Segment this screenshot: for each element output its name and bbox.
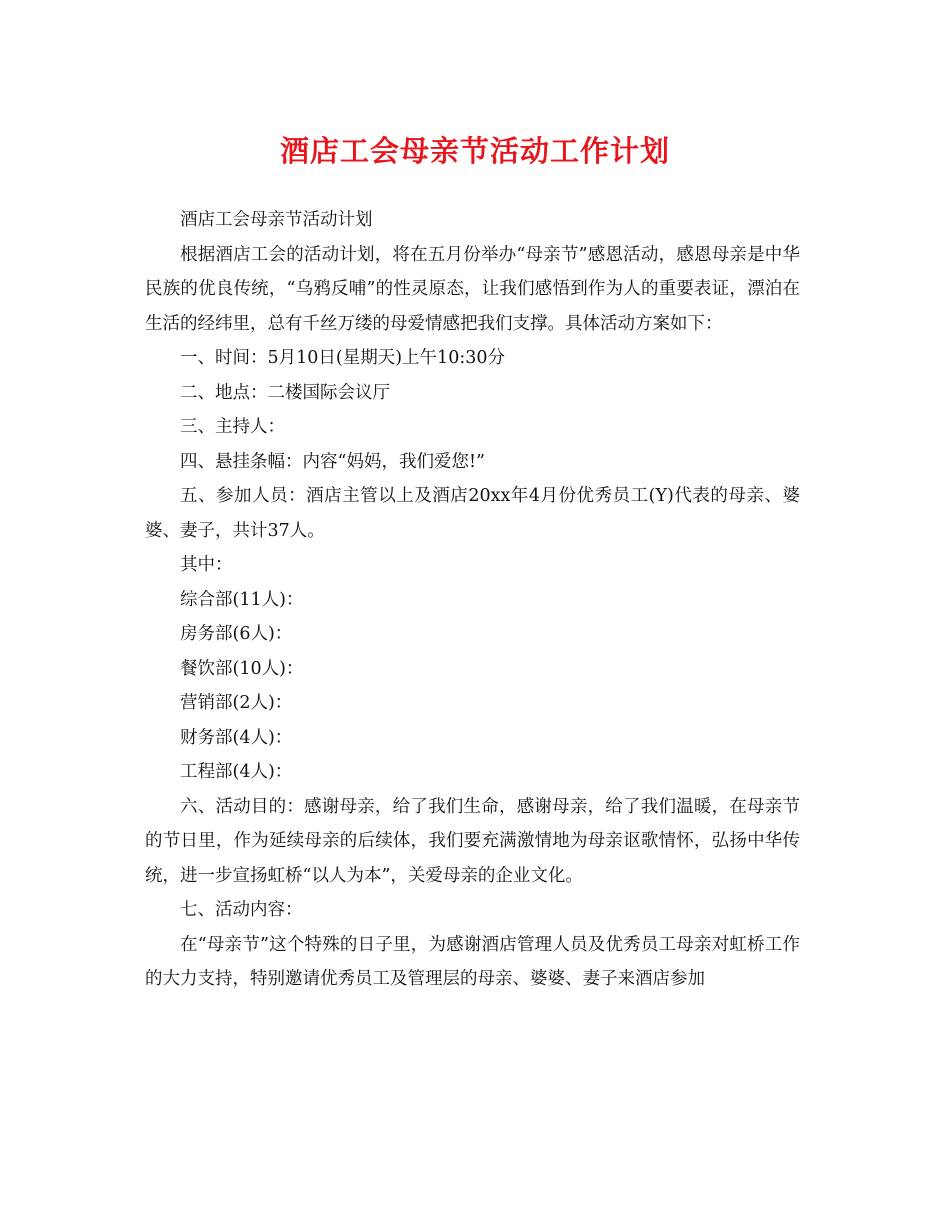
body-paragraph: 根据酒店工会的活动计划，将在五月份举办“母亲节”感恩活动，感恩母亲是中华民族的优良传统，“乌鸦反哺”的性灵原态，让我们感悟到作为人的重要表证，漂泊在生活的经纬里，总有千丝万缕的母爱情感把我们支撑。具体活动方案如下： xyxy=(145,244,800,334)
body-paragraph: 酒店工会母亲节活动计划 xyxy=(180,210,373,230)
body-paragraph: 房务部(6人)： xyxy=(180,624,293,644)
document-body xyxy=(145,203,800,997)
body-paragraph: 工程部(4人)： xyxy=(180,762,293,782)
body-paragraph: 在“母亲节”这个特殊的日子里，为感谢酒店管理人员及优秀员工母亲对虹桥工作的大力支持，特别邀请优秀员工及管理层的母亲、婆婆、妻子来酒店参加 xyxy=(145,934,800,989)
body-paragraph: 餐饮部(10人)： xyxy=(180,658,304,679)
body-paragraph: 二、地点：二楼国际会议厅 xyxy=(180,382,390,403)
body-paragraph: 四、悬挂条幅：内容“妈妈，我们爱您!” xyxy=(180,451,485,472)
body-paragraph: 六、活动目的：感谢母亲，给了我们生命，感谢母亲，给了我们温暖，在母亲节的节日里，作为延续母亲的后续体，我们要充满激情地为母亲讴歌情怀，弘扬中华传统，进一步宣扬虹桥“以人为本”，关爱母亲的企业文化。 xyxy=(145,796,800,886)
body-paragraph: 七、活动内容： xyxy=(180,900,303,920)
document-title: 酒店工会母亲节活动工作计划 xyxy=(279,134,670,168)
body-paragraph: 五、参加人员：酒店主管以上及酒店20xx年4月份优秀员工(Y)代表的母亲、婆婆、妻子，共计37人。 xyxy=(145,486,800,541)
body-paragraph: 财务部(4人)： xyxy=(180,727,293,748)
body-paragraph: 一、时间：5月10日(星期天)上午10:30分 xyxy=(180,348,505,368)
body-paragraph: 其中： xyxy=(180,555,233,575)
body-paragraph: 综合部(11人)： xyxy=(180,589,304,610)
body-paragraph: 营销部(2人)： xyxy=(180,693,293,713)
body-paragraph: 三、主持人： xyxy=(180,417,285,437)
